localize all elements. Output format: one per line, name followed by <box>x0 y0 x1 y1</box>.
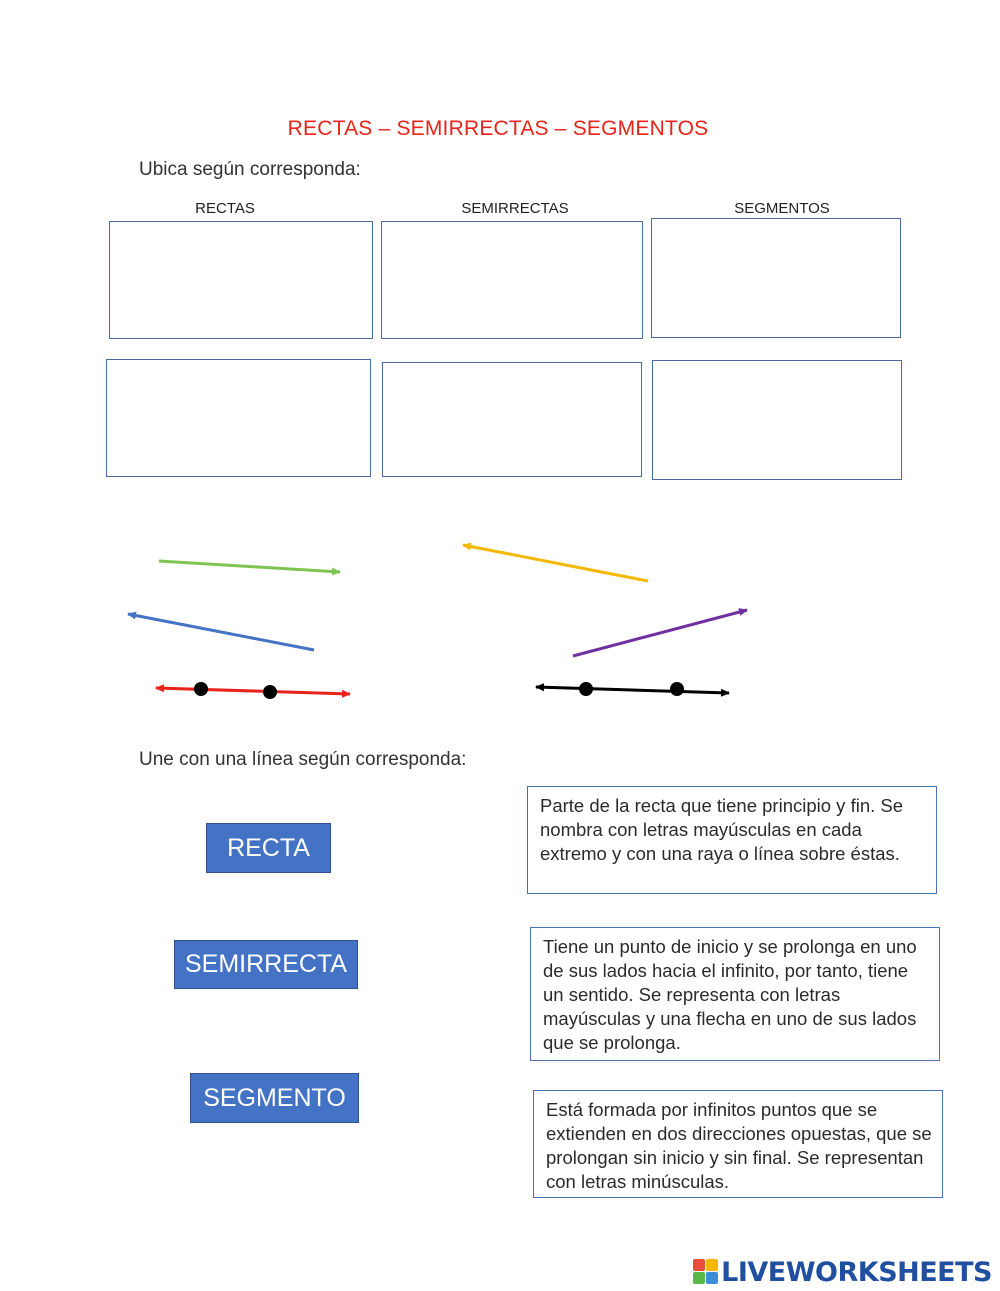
black-line-figure[interactable] <box>536 682 729 696</box>
term-segmento-button[interactable]: SEGMENTO <box>190 1073 359 1123</box>
black-line-point-1 <box>579 682 593 696</box>
liveworksheets-logo-icon <box>693 1259 719 1285</box>
line-figures <box>0 520 1000 720</box>
yellow-line-figure[interactable] <box>463 545 648 581</box>
blue-line-figure[interactable] <box>128 614 314 650</box>
red-line-figure[interactable] <box>156 682 350 699</box>
red-line-point-1 <box>194 682 208 696</box>
black-line <box>536 687 729 693</box>
liveworksheets-logo <box>693 1255 992 1289</box>
logo-square-yellow <box>706 1259 718 1271</box>
term-semirrecta-button[interactable]: SEMIRRECTA <box>174 940 358 989</box>
drop-box-semirrectas-1[interactable] <box>381 221 643 339</box>
drop-box-semirrectas-2[interactable] <box>382 362 642 477</box>
definition-box-2[interactable]: Tiene un punto de inicio y se prolonga en uno de sus lados hacia el infinito, por tanto, tiene un sentido. Se representa con letras mayúsculas y una flecha en uno de sus lados que se prolonga. <box>530 927 940 1061</box>
drop-box-segmentos-2[interactable] <box>652 360 902 480</box>
page-title: RECTAS – SEMIRRECTAS – SEGMENTOS <box>287 117 709 140</box>
purple-line-figure[interactable] <box>573 610 747 656</box>
definition-box-1[interactable]: Parte de la recta que tiene principio y fin. Se nombra con letras mayúsculas en cada extremo y con una raya o línea sobre éstas. <box>527 786 937 894</box>
red-line-point-2 <box>263 685 277 699</box>
column-header-segmentos: SEGMENTOS <box>734 200 830 217</box>
black-line-point-2 <box>670 682 684 696</box>
logo-square-red <box>693 1259 705 1271</box>
green-line-figure[interactable] <box>159 561 340 572</box>
instruction-classify: Ubica según corresponda: <box>139 159 361 180</box>
logo-square-blue <box>706 1272 718 1284</box>
drop-box-segmentos-1[interactable] <box>651 218 901 338</box>
red-line <box>156 688 350 694</box>
drop-box-rectas-2[interactable] <box>106 359 371 477</box>
term-recta-button[interactable]: RECTA <box>206 823 331 873</box>
column-header-rectas: RECTAS <box>195 200 255 217</box>
liveworksheets-logo-text: LIVEWORKSHEETS <box>721 1256 992 1288</box>
column-header-semirrectas: SEMIRRECTAS <box>461 200 569 217</box>
logo-square-green <box>693 1272 705 1284</box>
drop-box-rectas-1[interactable] <box>109 221 373 339</box>
definition-box-3[interactable]: Está formada por infinitos puntos que se extienden en dos direcciones opuestas, que se prolongan sin inicio y sin final. Se representan con letras minúsculas. <box>533 1090 943 1198</box>
instruction-match: Une con una línea según corresponda: <box>139 749 467 770</box>
